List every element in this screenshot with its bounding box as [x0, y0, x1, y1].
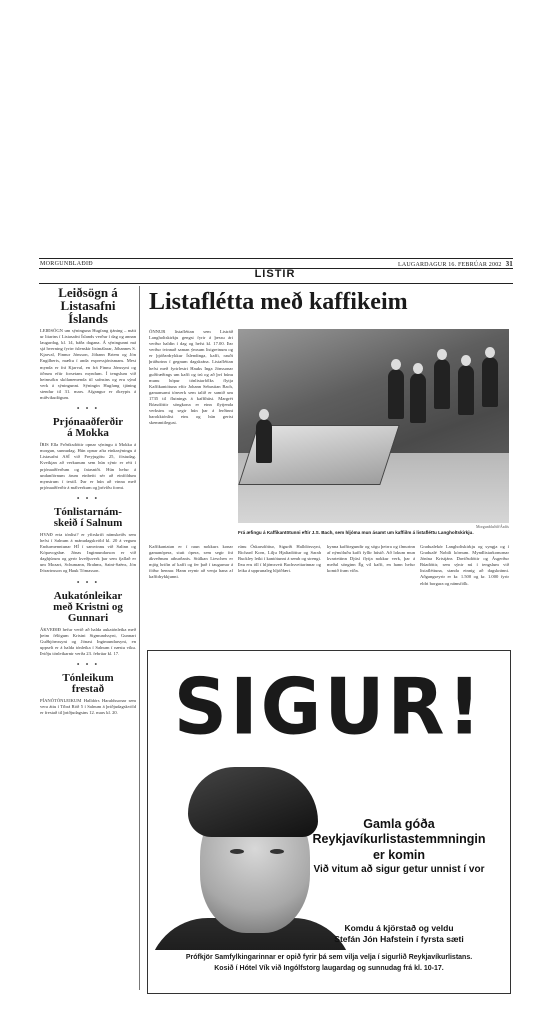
headline-line: Tónlistarnám- — [54, 505, 122, 518]
ad-subline: Við vitum að sigur getur unnist í vor — [313, 864, 485, 875]
header-bottom-rule — [39, 283, 513, 284]
article-column: ÖNNUR listafléttan sem Listráð Langholtskirkju gengst fyrir á þessu ári verður haldin í dag og hefst kl. 17.00. Þar verður tvinnað saman ýmsum listgreinum og er þjóðardrykkur Íslendinga, kaffi, rauði þráðurinn í gegnum dagskrána. Listafléttan hefst með fyrirlestri Hauks Inga Jónssonar guðfræðings um kaffi og trú og að því búnu munu hópur tónlistarfólks flytja Kaffikantötuna eftir Johann Sebastian Bach, gamansamt tónverk sem talið er samið um 1735 til flutnings á kaffihúsi. Margrét Bóasdóttir söngkona er einn flytjenda verksins og segir hún þar á ferðinni barokktónlist eins og hún gerist skemmtilegust. — [149, 329, 233, 426]
sidebar-item — [40, 507, 136, 575]
portrait-eye — [230, 849, 244, 854]
musician-figure — [458, 365, 474, 415]
headline-line: Prjónaaðferðir — [52, 416, 124, 429]
sidebar-headline — [40, 507, 136, 529]
article-column: Kaffikantatan er í raun nokkurs konar gamanópera, stutt ópera, sem segir frá ákveðnum atburðarás. Stúlkan Lieschen er mjög hrifin af kaffi og fer það í taugarnar á föður hennar. Hann reynir að venja hana af kaffidrykkjunni. — [149, 544, 233, 580]
sidebar-text: LEIÐSÖGN um sýninguna Hugfang tjáning – mátt ur litarins í Listasafni Íslands verður í dag og annan laugardag, kl. 14, báða dagana. Á sýningunni má sjá hverning fyrirr íslenskir listmálarar, Jóhannes S. Kjarval, Finnur Jónsson, Jóhann Briem og Jón Engilberts, mæltu í anda expressjónismans. Mest mynda er frá Kjarval, en frá Finnu Jónssyni og öðrum eftir forsetans myndum. Í tengslum við heimsókn skólanemenda til safnsins og eru sýnd verk á sýningunni. Sýningin Hugfang tjáning stendur til 31. mars. Afgangur er ókeypis á miðvikudögum. — [40, 328, 136, 401]
article-column: kynna kaffitegundir og sögu þeirra og ilmurinn af nýmöluðu kaffi fyllir húsið. Að lokum mun kvartettinn Djúsí flytja nokkur verk, þar á meðal sönginn Ég vil kaffi, en hann hefur komið fram víða. — [327, 544, 415, 574]
divider-ornament: • • • — [76, 660, 100, 669]
photo-caption: Frá æfingu á Kaffikantötunni eftir J.S. Bach, sem hljóma mun ásamt um kaffiilm á listafléttu Langholtskirkju. — [238, 530, 474, 535]
headline-line: Íslands — [68, 311, 108, 326]
musician-figure — [482, 357, 498, 407]
issue-date-text: LAUGARDAGUR 16. FEBRÚAR 2002 — [397, 262, 502, 268]
sidebar-headline — [40, 673, 136, 695]
column-divider — [139, 286, 140, 990]
sidebar-text: ÁKVEÐIÐ hefur verið að halda aukatónleika með þeim félögum Kristni Sigmundssyni, Gunnari Guðbjörnssyni og Jónasi Ingimundarsyni, en uppselt er á halda tónleika í Salnum í næstu viku. Þriðju tónleikarnir verða 23. febrúar kl. 17. — [40, 626, 136, 656]
sidebar-text: HVAÐ erta tónlist? er yfirskrift námskeiðs sem hefst í Salnum á mánudagskvöld kl. 20 á vegum Endurmenntunar HÍ í samvinnu við Salinn og Kópavogsbæ. Jónas Ingimundarson er við daghjúrum og gerir kveðjuverk þar sem fjallað er um Mozart, Schumann, Brahms, Saint-Saëns, Jón Þórarinsson og Hauk Tómasson. — [40, 531, 136, 574]
musician-figure — [434, 359, 450, 409]
portrait-eye — [270, 849, 284, 854]
article-column: Gradualekór Langholtskirkju og syngja og í Gradualé Nobili kórnum. Myndlistarkonurnar Jónína Kristjáns Davíðsdóttir og Ásgerður Búadóttir, sem sýnir nú í tengslum við listafléttuna, standa einnig að dagskránni. Aðgangseyrir er kr. 1.500 og kr. 1.000 fyrir eldri borgara og námsfólk. — [420, 544, 509, 586]
header-top-rule — [39, 258, 513, 259]
ad-footer-line: Kosið í Hótel Vík við Ingólfstorg laugardag og sunnudag frá kl. 10-17. — [214, 965, 444, 972]
ad-footer — [154, 953, 504, 975]
article-column: rúnu Óskarsdóttur, Sigurði Halldórssyni, Richard Korn, Lilju Hjaltadóttur og Sarah Buckley leiki í kantötunni á semb og strengi. Þau eru öll í hljómsveit Bachsveitarinnar og leika á upprunaleg hljóðfæri. — [238, 544, 321, 574]
article-photo — [238, 329, 509, 523]
musician-head — [485, 347, 495, 358]
headline-line: með Kristni og — [53, 600, 123, 613]
ad-big-headline: SIGUR! — [173, 661, 485, 753]
sidebar-item — [40, 673, 136, 716]
musician-figure — [410, 373, 426, 423]
advertisement — [147, 650, 511, 994]
musician-head — [391, 359, 401, 370]
divider-ornament: • • • — [76, 577, 100, 587]
section-title: LISTIR — [254, 268, 296, 280]
headline-line: Leiðsögn á — [58, 285, 118, 300]
sidebar-item — [40, 591, 136, 657]
masthead: MORGUNBLAÐIÐ — [40, 261, 93, 267]
musician-head — [461, 355, 471, 366]
headline-line: Aukatónleikar — [53, 589, 123, 602]
page-number: 31 — [505, 260, 513, 268]
musician-head — [259, 409, 269, 420]
headline-line: Tónleikum — [62, 672, 114, 684]
ad-cta-line: Komdu á kjörstað og veldu — [344, 923, 454, 933]
ad-tagline-line: Gamla góða — [363, 817, 435, 831]
sidebar-headline — [40, 591, 136, 624]
sidebar-headline — [40, 417, 136, 439]
musician-figure — [256, 419, 272, 463]
article-headline: Listafléttа með kaffikeim — [149, 289, 408, 315]
ad-tagline-line: Reykjavíkurlistastemmningin — [312, 832, 486, 846]
ad-tagline-line: er komin — [372, 848, 426, 862]
headline-line: Listasafni — [60, 298, 116, 313]
sidebar-text: PÍANÓTÓNLEIKUM Halldórs Haraldssonar sem vera áttu í Tíbrá Röð 5 í Salnum á þriðjudagskvöld er frestað til þriðjudagsins 12. mars kl. 20. — [40, 698, 136, 716]
headline-line: skeið í Salnum — [53, 516, 123, 529]
headline-line: Gunnari — [67, 611, 109, 624]
ad-cta-line: Stefán Jón Hafstein í fyrsta sæti — [334, 934, 464, 944]
ad-footer-line: Prófkjör Samfylkingarinnar er opið fyrir þá sem vilja velja í sigurlið Reykjavíkurlistans. — [185, 954, 473, 961]
sidebar-item — [40, 417, 136, 491]
photo-credit: Morgunblaðið/Ásdís — [475, 524, 509, 529]
musician-head — [437, 349, 447, 360]
musician-head — [413, 363, 423, 374]
sidebar-column — [40, 286, 136, 720]
divider-ornament: • • • — [76, 493, 100, 503]
sidebar-item — [40, 286, 136, 401]
divider-ornament: • • • — [76, 404, 100, 414]
sidebar-text: ÍRIS Ella Frðriksdóttir opnar sýningu á Mokka á morgun, sunnudag. Hún opnar afta einkasýningu á Listasafni ASÍ við Freyjugötu 25, föstudag. Kveikjan að verkunum sem hún sýnir er rétt í prjónaaðferðum og fatasniði. Hún hefur á undanförnum árum einbeitt sér að einföldum mynstrum í textíl. Þar er hún að vinna með prjónaaðferðir á málverkum og þrívíðu formi. — [40, 442, 136, 490]
headline-line: á Mokka — [67, 427, 109, 440]
issue-date — [398, 260, 513, 268]
sidebar-headline — [40, 286, 136, 325]
headline-line: frestað — [71, 683, 105, 695]
musician-figure — [388, 369, 404, 419]
